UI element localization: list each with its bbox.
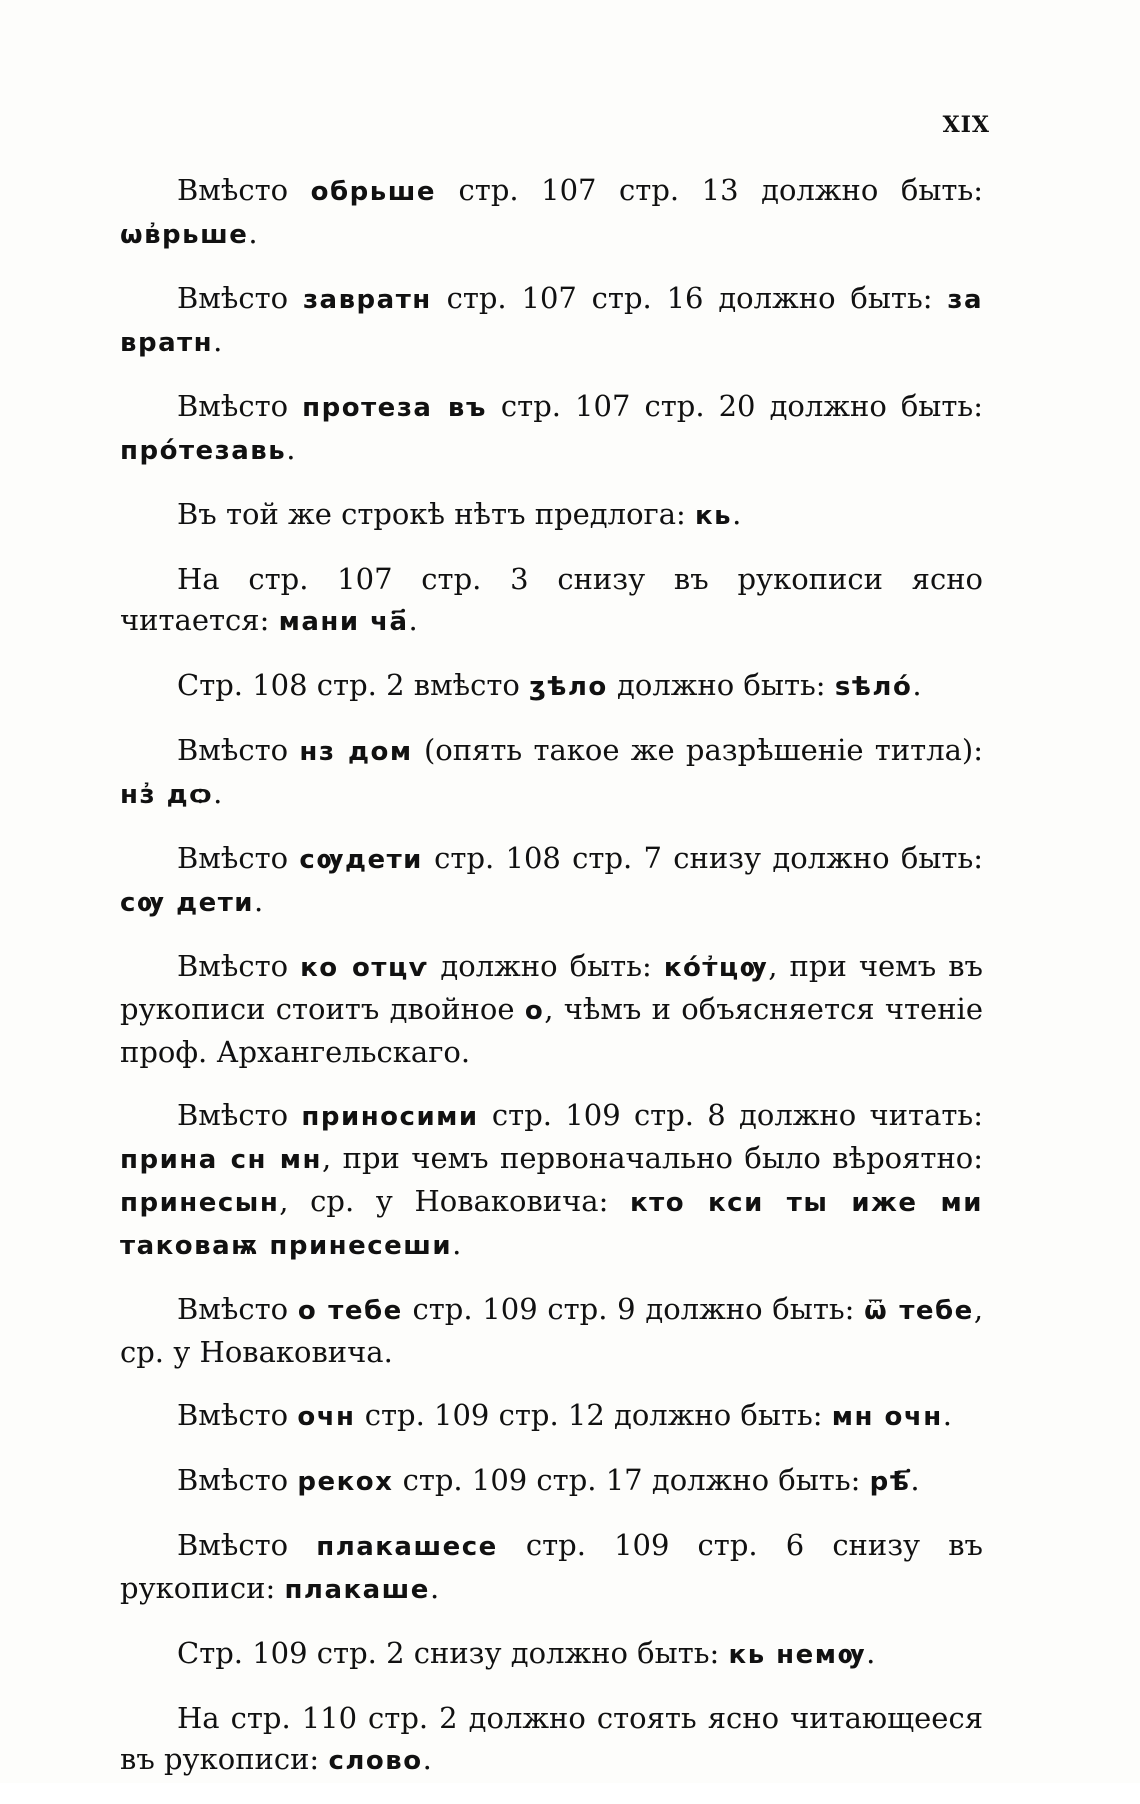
church-slavonic-word: обрьше: [310, 177, 436, 207]
church-slavonic-word: сѹ дети: [120, 888, 255, 918]
church-slavonic-word: ко отцѵ: [300, 953, 429, 983]
paragraph-text: , ср. у Новаковича:: [279, 1184, 630, 1218]
paragraph-text: .: [732, 497, 742, 531]
church-slavonic-word: кь немѹ: [728, 1640, 867, 1670]
church-slavonic-word: кто кси ты иже ми таковаѭ принесеши: [120, 1188, 983, 1261]
church-slavonic-word: про́тезавь: [120, 436, 287, 466]
church-slavonic-word: ѕѣло́: [834, 672, 913, 702]
paragraph-text: .: [213, 776, 223, 810]
paragraph-text: .: [452, 1227, 462, 1261]
church-slavonic-word: о тебе: [297, 1296, 403, 1326]
paragraph-text: , ср. у Новаковича.: [120, 1292, 984, 1369]
errata-paragraph: [120, 946, 983, 1073]
paragraph-text: .: [408, 603, 418, 637]
paragraph-text: .: [248, 216, 258, 250]
errata-paragraph: [120, 494, 983, 537]
church-slavonic-word: нз҆ дѻ: [120, 780, 214, 810]
paragraph-text: .: [912, 668, 922, 702]
church-slavonic-word: завратн: [302, 285, 432, 315]
errata-paragraph: [120, 1698, 983, 1782]
paragraph-text: (опять такое же разрѣшеніе титла):: [412, 733, 983, 767]
church-slavonic-word: ѿ тебе: [864, 1296, 974, 1326]
paragraph-text: стр. 109 стр. 12 должно быть:: [355, 1398, 832, 1432]
paragraph-text: Вмѣсто: [177, 1098, 302, 1132]
paragraph-text: Вмѣсто: [177, 841, 300, 875]
paragraph-text: На стр. 110 стр. 2 должно стоять ясно читающееся въ рукописи:: [120, 1701, 983, 1776]
paragraph-text: , при чемъ первоначально было вѣроятно:: [321, 1141, 984, 1175]
paragraph-text: Вмѣсто: [177, 281, 303, 315]
paragraph-text: стр. 107 стр. 13 должно быть:: [435, 173, 983, 207]
church-slavonic-word: ко́т҆цѹ: [663, 953, 769, 983]
church-slavonic-word: мани ча҃: [278, 607, 409, 637]
errata-paragraph: [120, 1395, 983, 1438]
paragraph-text: .: [286, 432, 296, 466]
errata-paragraph: [120, 170, 983, 256]
errata-paragraph: [120, 278, 983, 364]
paragraph-text: стр. 107 стр. 20 должно быть:: [486, 389, 983, 423]
paragraph-text: стр. 107 стр. 16 должно быть:: [431, 281, 948, 315]
paragraph-text: Вмѣсто: [177, 1398, 298, 1432]
church-slavonic-word: сѹдети: [299, 845, 423, 875]
church-slavonic-word: мн очн: [831, 1402, 943, 1432]
errata-paragraph: [120, 1633, 983, 1676]
church-slavonic-word: кь: [695, 501, 733, 531]
paragraph-text: стр. 108 стр. 7 снизу должно быть:: [422, 841, 983, 875]
church-slavonic-word: рѣ҃: [869, 1467, 911, 1497]
errata-paragraph: [120, 1095, 983, 1267]
church-slavonic-word: за вратн: [120, 285, 984, 358]
paragraph-text: На стр. 107 стр. 3 снизу въ рукописи ясно читается:: [120, 562, 983, 637]
paragraph-text: .: [213, 324, 223, 358]
page-number: XIX: [942, 112, 990, 138]
church-slavonic-word: плакашесе: [316, 1532, 498, 1562]
errata-paragraph: [120, 1460, 983, 1503]
church-slavonic-word: нз дом: [299, 737, 413, 767]
errata-text: [120, 170, 983, 1804]
church-slavonic-word: очн: [297, 1402, 356, 1432]
paragraph-text: .: [942, 1398, 952, 1432]
paragraph-text: .: [422, 1742, 432, 1776]
paragraph-text: .: [866, 1636, 876, 1670]
church-slavonic-word: о: [524, 996, 545, 1026]
errata-paragraph: [120, 1289, 983, 1373]
paragraph-text: стр. 109 стр. 9 должно быть:: [402, 1292, 865, 1326]
errata-paragraph: [120, 1525, 983, 1611]
paragraph-text: стр. 109 стр. 8 должно читать:: [478, 1098, 983, 1132]
paragraph-text: .: [429, 1571, 440, 1605]
errata-paragraph: [120, 559, 983, 643]
church-slavonic-word: протеза въ: [302, 393, 487, 423]
paragraph-text: Въ той же строкѣ нѣтъ предлога:: [177, 497, 696, 531]
paragraph-text: .: [254, 884, 264, 918]
paragraph-text: должно быть:: [607, 668, 835, 702]
church-slavonic-word: слово: [328, 1746, 423, 1776]
paragraph-text: Вмѣсто: [177, 733, 300, 767]
paragraph-text: Вмѣсто: [177, 389, 303, 423]
church-slavonic-word: приносими: [301, 1102, 479, 1132]
paragraph-text: Вмѣсто: [177, 173, 311, 207]
paragraph-text: Стр. 108 стр. 2 вмѣсто: [177, 668, 530, 702]
paragraph-text: .: [910, 1463, 920, 1497]
paragraph-text: стр. 109 стр. 6 снизу въ рукописи:: [120, 1528, 983, 1605]
paragraph-text: стр. 109 стр. 17 должно быть:: [393, 1463, 870, 1497]
paragraph-text: Вмѣсто: [177, 1528, 317, 1562]
paragraph-text: Стр. 109 стр. 2 снизу должно быть:: [177, 1636, 729, 1670]
errata-paragraph: [120, 730, 983, 816]
church-slavonic-word: рекох: [297, 1467, 394, 1497]
errata-paragraph: [120, 386, 983, 472]
church-slavonic-word: принесын: [120, 1188, 280, 1218]
church-slavonic-word: прина сн мн: [120, 1145, 322, 1175]
paragraph-text: , при чемъ въ рукописи стоитъ двойное: [120, 949, 983, 1026]
church-slavonic-word: плакаше: [284, 1575, 430, 1605]
paragraph-text: , чѣмъ и объясняется чтеніе проф. Архангельскаго.: [120, 992, 983, 1069]
church-slavonic-word: ʒѣло: [529, 672, 608, 702]
paragraph-text: должно быть:: [428, 949, 664, 983]
paragraph-text: Вмѣсто: [177, 1292, 298, 1326]
errata-paragraph: [120, 665, 983, 708]
paragraph-text: Вмѣсто: [177, 949, 301, 983]
errata-paragraph: [120, 838, 983, 924]
church-slavonic-word: ѡв҆рьше: [120, 220, 249, 250]
paragraph-text: Вмѣсто: [177, 1463, 298, 1497]
